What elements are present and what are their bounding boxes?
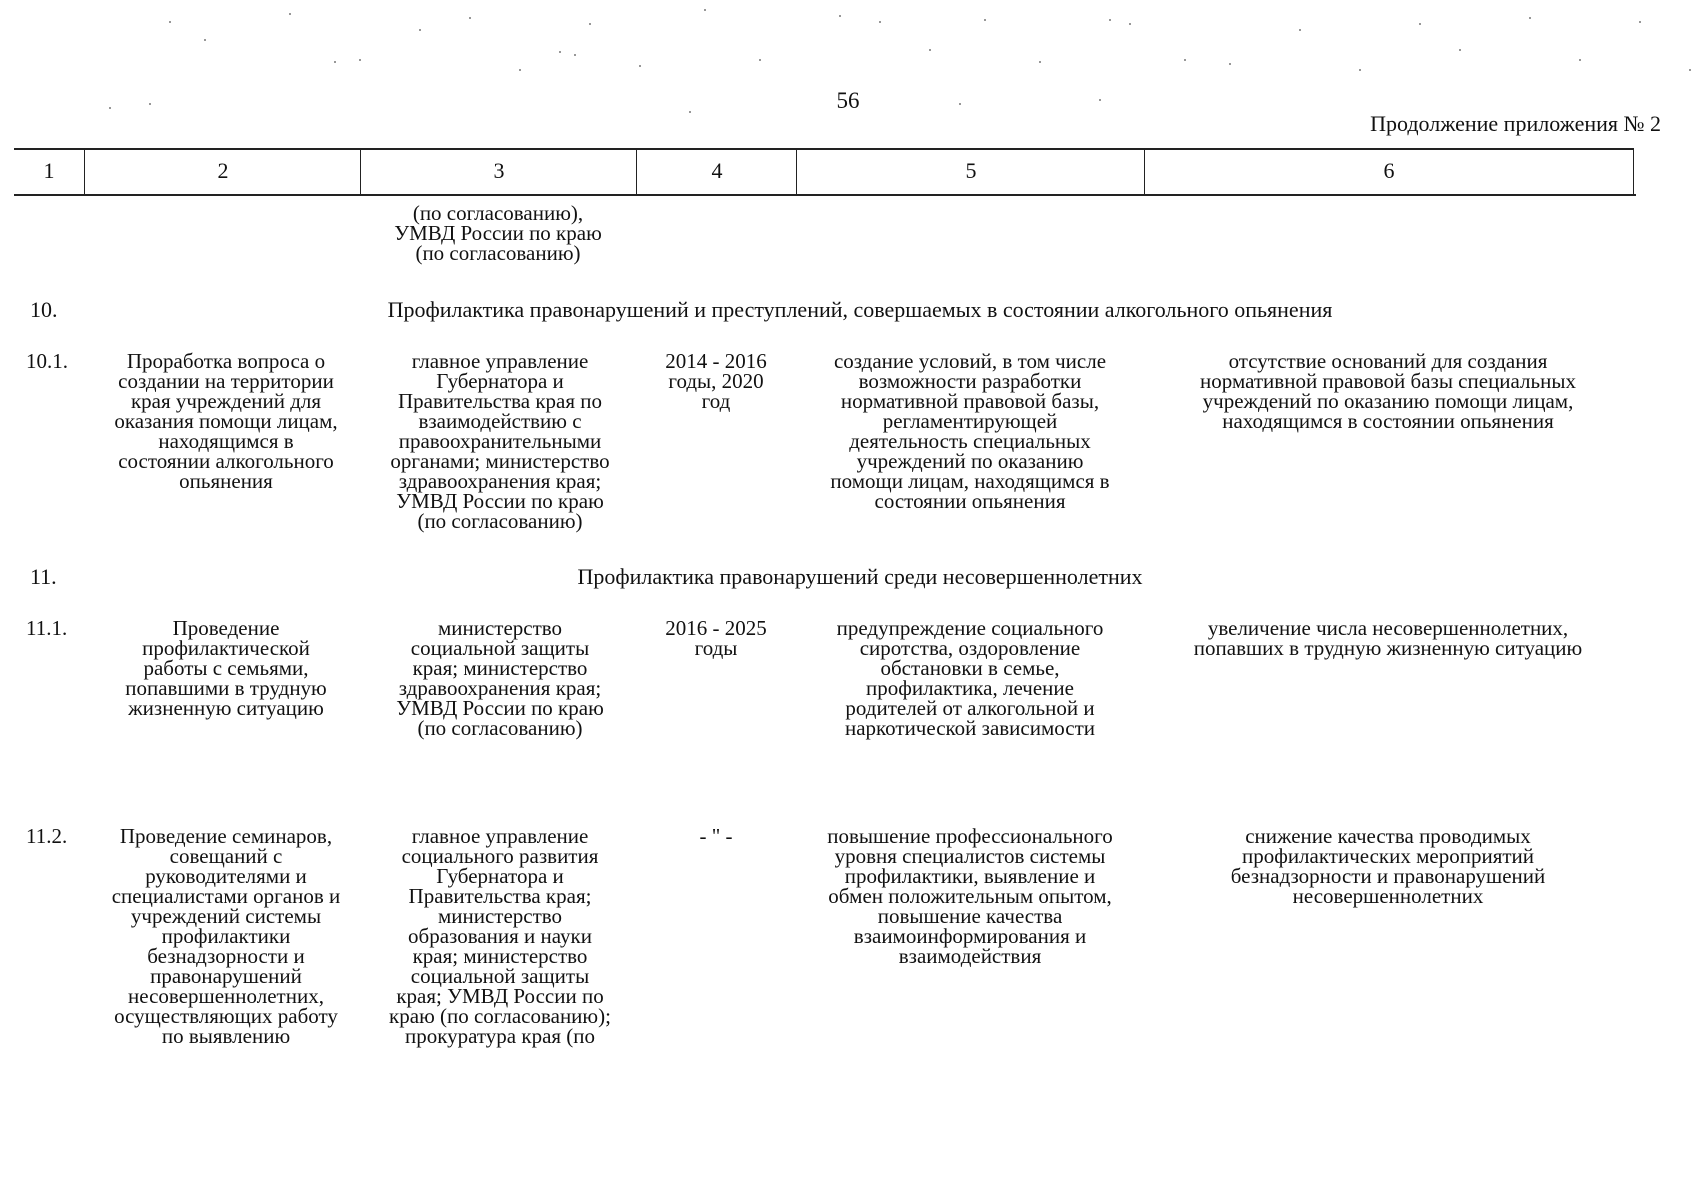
row-consequence: снижение качества проводимых профилактических мероприятий безнадзорности и правонарушений несовершеннолетних [1230, 824, 1546, 908]
row-number: 11.1. [26, 616, 68, 640]
row-consequence: отсутствие оснований для создания нормативной правовой базы специальных учреждений по оказанию помощи лицам, находящимся в состоянии опьянения [1200, 349, 1576, 433]
row-number: 10.1. [26, 349, 68, 373]
continued-executor-text: (по согласованию), УМВД России по краю (по согласованию) [394, 201, 602, 265]
row-result: создание условий, в том числе возможности разработки нормативной правовой базы, регламентирующей деятельность специальных учреждений по оказанию помощи лицам, находящимся в состоянии опьянения [830, 349, 1110, 513]
row-executors: главное управление социального развития Губернатора и Правительства края; министерство образования и науки края; министерство социальной защиты края; УМВД России по краю (по согласованию); прокуратура края (по [389, 824, 611, 1048]
table-header-row [14, 148, 1634, 196]
row-period: 2014 - 2016 годы, 2020 год [665, 349, 767, 413]
section-10-number: 10. [30, 297, 58, 322]
row-measure: Проработка вопроса о создании на территории края учреждений для оказания помощи лицам, находящимся в состоянии алкогольного опьянения [114, 349, 338, 493]
column-header-1: 1 [43, 158, 55, 183]
row-executors: главное управление Губернатора и Правительства края по взаимодействию с правоохранительными органами; министерство здравоохранения края; УМВД России по краю (по согласованию) [390, 349, 610, 533]
column-header-2: 2 [84, 148, 361, 194]
row-measure: Проведение профилактической работы с семьями, попавшими в трудную жизненную ситуацию [125, 616, 327, 720]
row-executors: министерство социальной защиты края; министерство здравоохранения края; УМВД России по краю (по согласованию) [396, 616, 604, 740]
column-header-5: 5 [796, 148, 1145, 194]
continuation-note: Продолжение приложения № 2 [1370, 111, 1661, 136]
column-header-6: 6 [1144, 148, 1634, 194]
row-measure: Проведение семинаров, совещаний с руководителями и специалистами органов и учреждений системы профилактики безнадзорности и правонарушений несовершеннолетних, осуществляющих работу по выявлению [111, 824, 341, 1048]
row-period: - " - [699, 824, 733, 848]
column-header-4: 4 [636, 148, 797, 194]
section-11-number: 11. [30, 564, 57, 589]
section-10-title: Профилактика правонарушений и преступлений, совершаемых в состоянии алкогольного опьянения [387, 297, 1333, 322]
row-period: 2016 - 2025 годы [665, 616, 767, 660]
column-header-3: 3 [360, 148, 637, 194]
row-number: 11.2. [26, 824, 68, 848]
header-bottom-rule [14, 194, 1636, 196]
row-result: повышение профессионального уровня специалистов системы профилактики, выявление и обмен положительным опытом, повышение качества взаимоинформирования и взаимодействия [827, 824, 1113, 968]
row-result: предупреждение социального сиротства, оздоровление обстановки в семье, профилактика, лечение родителей от алкогольной и наркотической зависимости [836, 616, 1104, 740]
page-number: 56 [836, 88, 860, 113]
row-consequence: увеличение числа несовершеннолетних, попавших в трудную жизненную ситуацию [1193, 616, 1583, 660]
section-11-title: Профилактика правонарушений среди несовершеннолетних [577, 564, 1143, 589]
